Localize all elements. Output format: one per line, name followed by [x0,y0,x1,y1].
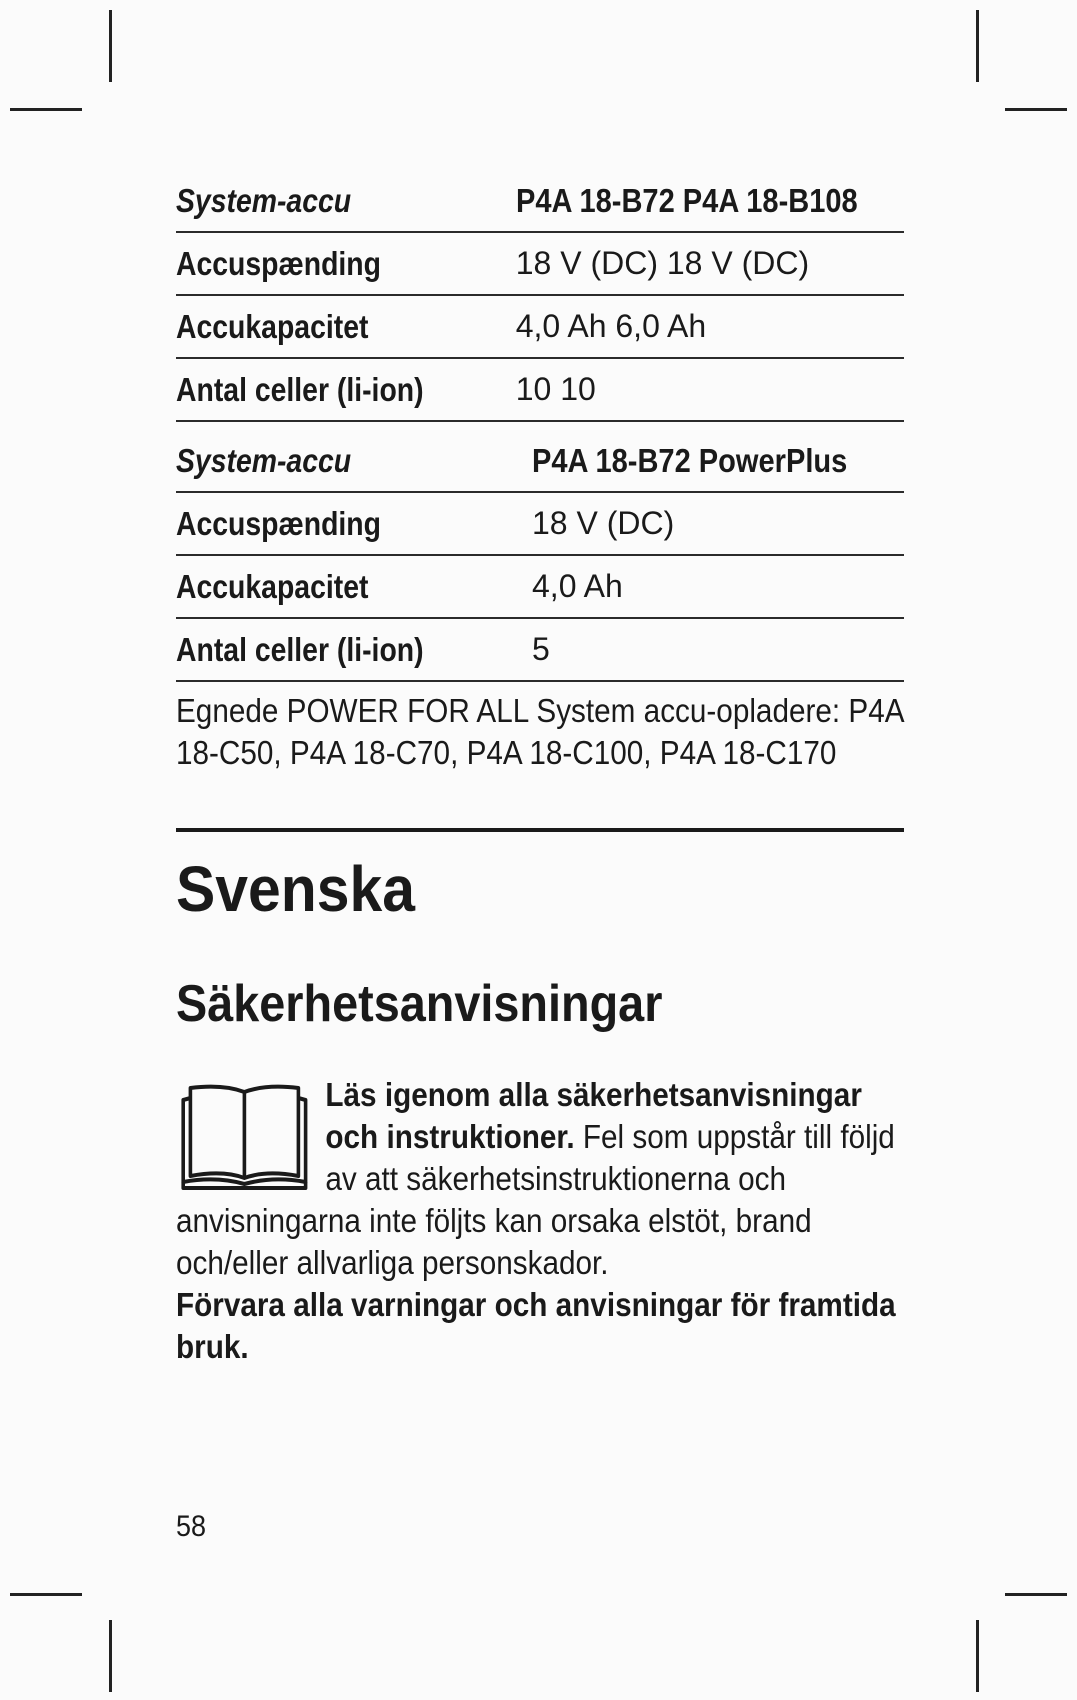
row-label: Antal celler (li-ion) [176,618,482,681]
spec-table-1 [176,170,904,422]
table-header-value: P4A 18-B72 PowerPlus [532,430,859,492]
table-row [176,555,904,618]
table-header-row [176,170,904,232]
crop-mark [976,1620,979,1692]
row-label: Accuspænding [176,492,482,555]
crop-mark [1005,108,1067,111]
row-label: Antal celler (li-ion) [176,358,468,421]
table-header-label: System-accu [176,430,482,492]
safety-intro [176,1074,907,1368]
row-value: 18 V (DC) [532,492,904,555]
chargers-note: Egnede POWER FOR ALL System accu-opladere: P4A 18-C50, P4A 18-C70, P4A 18-C100, P4A 18-C170 [176,692,903,771]
table-row [176,618,904,681]
row-value: 4,0 Ah 6,0 Ah [516,295,904,358]
section-heading: Säkerhetsanvisningar [176,975,663,1034]
crop-mark [976,10,979,82]
crop-mark [10,1593,82,1596]
crop-mark [109,1620,112,1692]
page-number: 58 [176,1510,207,1543]
keep-instructions-text: Förvara alla varningar och anvisningar för framtida bruk. [176,1285,896,1365]
row-label: Accuspænding [176,232,468,295]
crop-mark [109,10,112,82]
table-row [176,492,904,555]
row-value: 18 V (DC) 18 V (DC) [516,232,904,295]
page-content [176,170,904,1368]
language-heading: Svenska [176,853,415,925]
table-header-label: System-accu [176,170,468,232]
crop-mark [10,108,82,111]
crop-mark [1005,1593,1067,1596]
spec-table-2 [176,430,904,682]
table-header-value: P4A 18-B72 P4A 18-B108 [516,170,858,232]
row-value: 4,0 Ah [532,555,904,618]
section-divider [176,828,904,832]
row-value: 10 10 [516,358,904,421]
row-label: Accukapacitet [176,555,482,618]
table-row [176,295,904,358]
table-row [176,358,904,421]
intro-bold-text: Läs igenom alla säkerhetsanvisningar och instruktioner. [325,1075,862,1155]
row-value: 5 [532,618,904,681]
row-label: Accukapacitet [176,295,468,358]
open-book-icon [176,1080,313,1190]
intro-body-text: Fel som uppstår till följd av att säkerhetsinstruktionerna och anvisningarna inte följts kan orsaka elstöt, brand och/eller allvarliga personskador. [176,1117,895,1281]
table-header-row [176,430,904,492]
table-row [176,232,904,295]
